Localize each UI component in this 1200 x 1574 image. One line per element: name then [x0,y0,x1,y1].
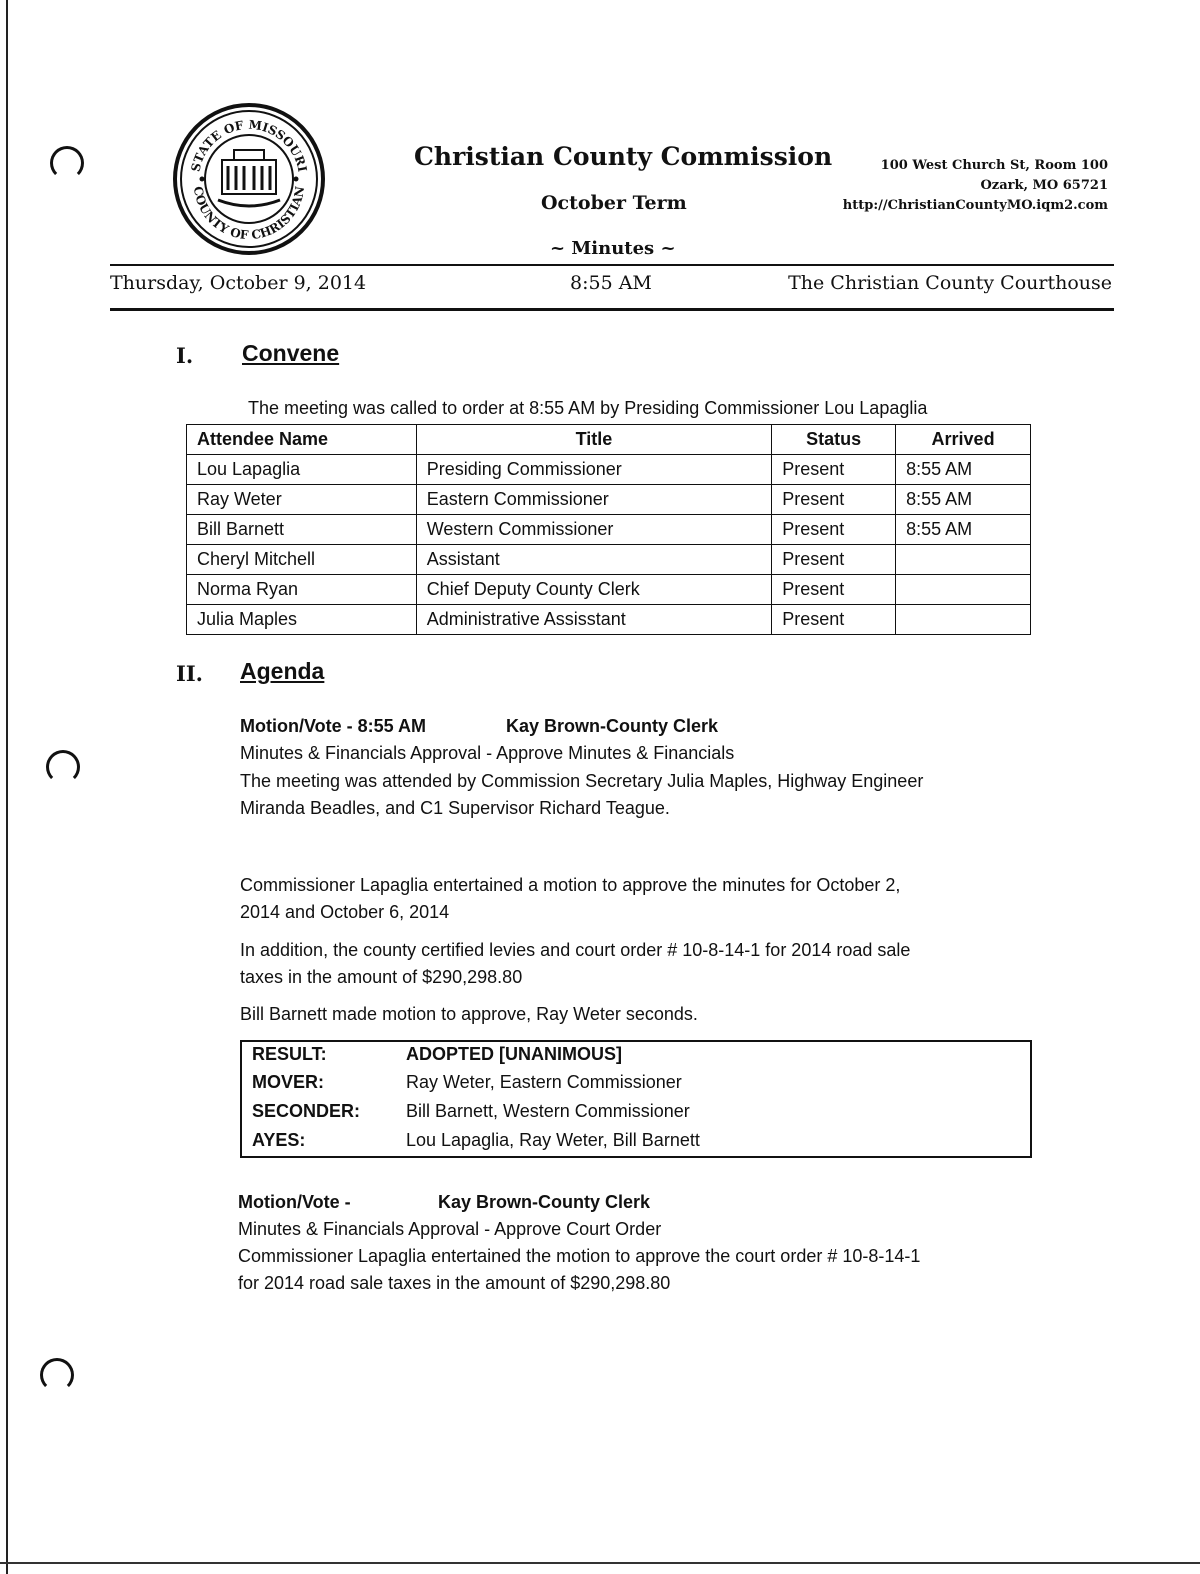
attendee-name: Cheryl Mitchell [187,545,417,575]
section-number: I. [176,343,194,368]
term-label: October Term [541,192,687,214]
column-header-arrived: Arrived [896,425,1031,455]
seal-text-top: STATE OF MISSOURI [188,117,310,174]
minutes-label: ~ Minutes ~ [550,238,676,259]
website-link[interactable]: http://ChristianCountyMO.iqm2.com [842,198,1108,213]
attendee-name: Julia Maples [187,605,417,635]
section-number: II. [176,661,203,686]
motion-presenter: Kay Brown-County Clerk [506,716,719,736]
ayes-label: AYES: [252,1130,306,1150]
attendee-title: Western Commissioner [416,515,772,545]
attendance-text-line: Miranda Beadles, and C1 Supervisor Richard Teague. [240,798,670,818]
attendee-arrived [896,575,1031,605]
convene-intro: The meeting was called to order at 8:55 AM by Presiding Commissioner Lou Lapaglia [248,398,928,418]
court-order-text-line: Commissioner Lapaglia entertained the motion to approve the court order # 10-8-14-1 [238,1246,921,1266]
attendee-name: Bill Barnett [187,515,417,545]
page-edge-left [6,0,8,1574]
attendee-status: Present [772,605,896,635]
attendee-title: Chief Deputy County Clerk [416,575,772,605]
header-rule-bottom [110,308,1114,311]
address-line-1: 100 West Church St, Room 100 [880,158,1108,173]
approval-text: Bill Barnett made motion to approve, Ray Weter seconds. [240,1004,698,1024]
attendee-arrived: 8:55 AM [896,515,1031,545]
levies-text-line: taxes in the amount of $290,298.80 [240,967,523,987]
column-header-status: Status [772,425,896,455]
attendee-arrived: 8:55 AM [896,485,1031,515]
motion-subject: Minutes & Financials Approval - Approve Minutes & Financials [240,743,735,763]
attendee-title: Assistant [416,545,772,575]
county-seal-icon [172,102,326,256]
attendee-title: Administrative Assisstant [416,605,772,635]
motion-presenter: Kay Brown-County Clerk [438,1192,651,1212]
attendee-arrived [896,605,1031,635]
address-block [843,156,1108,216]
table-row [187,545,1031,575]
table-row [187,575,1031,605]
meeting-location: The Christian County Courthouse [788,272,1112,294]
column-header-title: Title [416,425,772,455]
motion-subject: Minutes & Financials Approval - Approve Court Order [238,1219,662,1239]
result-value: ADOPTED [UNANIMOUS] [406,1044,622,1064]
ayes-value: Lou Lapaglia, Ray Weter, Bill Barnett [406,1130,700,1150]
attendee-name: Norma Ryan [187,575,417,605]
attendee-name: Lou Lapaglia [187,455,417,485]
attendee-table [186,424,1031,635]
header-rule-top [110,264,1114,266]
seconder-value: Bill Barnett, Western Commissioner [406,1101,690,1121]
seal-text-bottom: COUNTY OF CHRISTIAN [190,185,308,243]
table-row [187,515,1031,545]
section-title-agenda: Agenda [240,658,325,684]
levies-text-line: In addition, the county certified levies and court order # 10-8-14-1 for 2014 road sale [240,940,911,960]
attendance-text-line: The meeting was attended by Commission Secretary Julia Maples, Highway Engineer [240,771,924,791]
table-header-row [187,425,1031,455]
seconder-label: SECONDER: [252,1101,361,1121]
column-header-name: Attendee Name [187,425,417,455]
meeting-date: Thursday, October 9, 2014 [110,272,367,294]
page-edge-bottom [0,1562,1200,1564]
motion-text-line: Commissioner Lapaglia entertained a motion to approve the minutes for October 2, [240,875,901,895]
mover-label: MOVER: [252,1072,324,1092]
result-label: RESULT: [252,1044,327,1064]
attendee-status: Present [772,545,896,575]
punch-hole-icon [50,146,84,180]
mover-value: Ray Weter, Eastern Commissioner [406,1072,682,1092]
punch-hole-icon [40,1358,74,1392]
table-row [187,485,1031,515]
table-row [187,455,1031,485]
section-title-convene: Convene [242,340,340,366]
motion-text-line: 2014 and October 6, 2014 [240,902,450,922]
vote-result-box [240,1040,1032,1158]
attendee-status: Present [772,515,896,545]
attendee-status: Present [772,455,896,485]
attendee-arrived: 8:55 AM [896,455,1031,485]
motion-vote-label: Motion/Vote - 8:55 AM [240,716,426,736]
attendee-arrived [896,545,1031,575]
meeting-time: 8:55 AM [570,272,652,294]
attendee-status: Present [772,485,896,515]
table-row [187,605,1031,635]
attendee-status: Present [772,575,896,605]
attendee-name: Ray Weter [187,485,417,515]
commission-title: Christian County Commission [414,142,833,171]
attendee-title: Eastern Commissioner [416,485,772,515]
address-line-2: Ozark, MO 65721 [980,178,1108,193]
court-order-text-line: for 2014 road sale taxes in the amount of $290,298.80 [238,1273,671,1293]
punch-hole-icon [46,750,80,784]
attendee-title: Presiding Commissioner [416,455,772,485]
motion-vote-label: Motion/Vote - [238,1192,351,1212]
